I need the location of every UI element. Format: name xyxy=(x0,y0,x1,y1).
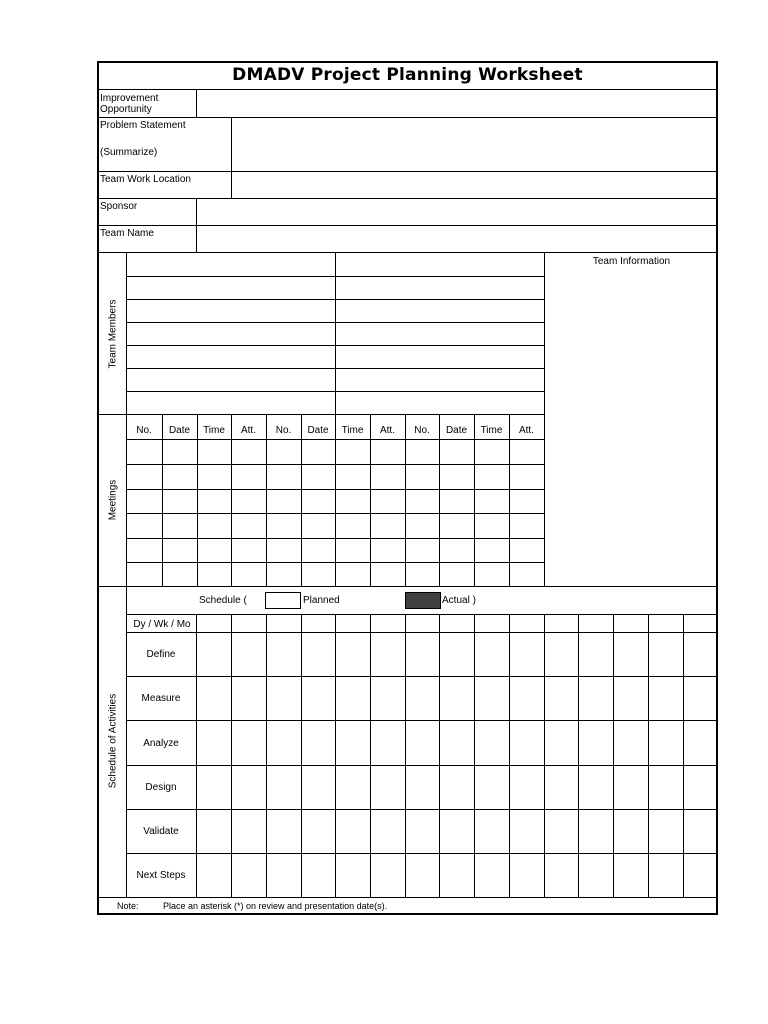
meeting-column-header: Time xyxy=(480,425,503,436)
rule-line xyxy=(716,61,718,915)
label-sponsor: Sponsor xyxy=(100,201,138,212)
meeting-column-header: Att. xyxy=(518,425,534,436)
page-title: DMADV Project Planning Worksheet xyxy=(232,65,583,85)
label-summarize: (Summarize) xyxy=(100,147,158,158)
rule-line xyxy=(126,276,545,277)
meeting-column-header: No. xyxy=(136,425,152,436)
note-text: Place an asterisk (*) on review and presentation date(s). xyxy=(163,901,388,911)
rule-line xyxy=(126,513,545,514)
meeting-column-header: Date xyxy=(445,425,468,436)
rule-line xyxy=(126,632,718,633)
activity-row-label: Analyze xyxy=(143,738,179,749)
activity-row-label: Next Steps xyxy=(136,870,186,881)
rule-line xyxy=(126,368,545,369)
rule-line xyxy=(97,252,718,253)
meeting-column-header: Att. xyxy=(379,425,395,436)
team-name-field[interactable] xyxy=(197,226,717,252)
rule-line xyxy=(509,614,510,898)
rule-line xyxy=(126,765,718,766)
actual-legend-swatch xyxy=(405,592,441,609)
rule-line xyxy=(97,586,718,587)
activity-row-label: Validate xyxy=(143,826,179,837)
rule-line xyxy=(196,198,197,253)
note-label: Note: xyxy=(117,901,139,911)
actual-legend-label: Actual ) xyxy=(442,595,476,606)
rule-line xyxy=(196,89,197,118)
meeting-column-header: Time xyxy=(341,425,364,436)
rule-line xyxy=(474,614,475,898)
rule-line xyxy=(126,252,127,587)
rule-line xyxy=(126,345,545,346)
rule-line xyxy=(97,61,718,63)
schedule-of-activities-label: Schedule of Activities xyxy=(107,693,119,789)
rule-line xyxy=(335,614,336,898)
label-team-work-location: Team Work Location xyxy=(100,174,191,185)
rule-line xyxy=(126,489,545,490)
rule-line xyxy=(126,853,718,854)
rule-line xyxy=(97,61,99,915)
rule-line xyxy=(126,676,718,677)
planned-legend-swatch xyxy=(265,592,301,609)
rule-line xyxy=(126,464,545,465)
rule-line xyxy=(613,614,614,898)
meeting-column-header: No. xyxy=(414,425,430,436)
rule-line xyxy=(370,614,371,898)
rule-line xyxy=(97,171,718,172)
meeting-column-header: No. xyxy=(275,425,292,436)
schedule-legend-prefix: Schedule ( xyxy=(199,595,247,606)
rule-line xyxy=(126,809,718,810)
rule-line xyxy=(439,614,440,898)
planned-legend-label: Planned xyxy=(303,595,340,606)
rule-line xyxy=(578,614,579,898)
team-work-location-field[interactable] xyxy=(232,172,717,198)
activity-row-label: Measure xyxy=(141,693,181,704)
rule-line xyxy=(648,614,649,898)
team-information-label: Team Information xyxy=(592,256,671,267)
team-members-label: Team Members xyxy=(107,299,119,369)
rule-line xyxy=(126,439,545,440)
label-team-name: Team Name xyxy=(100,228,154,239)
meeting-column-header: Date xyxy=(168,425,191,436)
rule-line xyxy=(683,614,684,898)
rule-line xyxy=(97,89,718,90)
rule-line xyxy=(126,538,545,539)
rule-line xyxy=(196,614,197,898)
rule-line xyxy=(266,614,267,898)
meeting-column-header: Time xyxy=(203,425,225,436)
rule-line xyxy=(126,614,718,615)
rule-line xyxy=(97,198,718,199)
rule-line xyxy=(301,614,302,898)
sponsor-field[interactable] xyxy=(197,199,717,225)
period-label: Dy / Wk / Mo xyxy=(133,619,191,630)
label-problem-statement: Problem Statement xyxy=(100,120,186,131)
rule-line xyxy=(97,225,718,226)
improvement-opportunity-field[interactable] xyxy=(197,90,717,117)
label-improvement: Improvement xyxy=(100,93,159,104)
rule-line xyxy=(126,562,545,563)
activity-row-label: Define xyxy=(146,649,176,660)
rule-line xyxy=(231,117,232,199)
worksheet-form xyxy=(97,61,718,914)
rule-line xyxy=(231,614,232,898)
rule-line xyxy=(97,117,718,118)
rule-line xyxy=(544,252,545,587)
meeting-column-header: Att. xyxy=(240,425,256,436)
meetings-label: Meetings xyxy=(107,479,119,521)
rule-line xyxy=(97,414,545,415)
rule-line xyxy=(126,720,718,721)
activity-row-label: Design xyxy=(145,782,177,793)
rule-line xyxy=(97,913,718,915)
rule-line xyxy=(405,614,406,898)
rule-line xyxy=(126,322,545,323)
label-opportunity: Opportunity xyxy=(100,104,152,115)
meeting-column-header: Date xyxy=(307,425,329,436)
rule-line xyxy=(126,299,545,300)
rule-line xyxy=(544,614,545,898)
problem-statement-field[interactable] xyxy=(232,118,717,171)
rule-line xyxy=(126,391,545,392)
rule-line xyxy=(97,897,718,898)
